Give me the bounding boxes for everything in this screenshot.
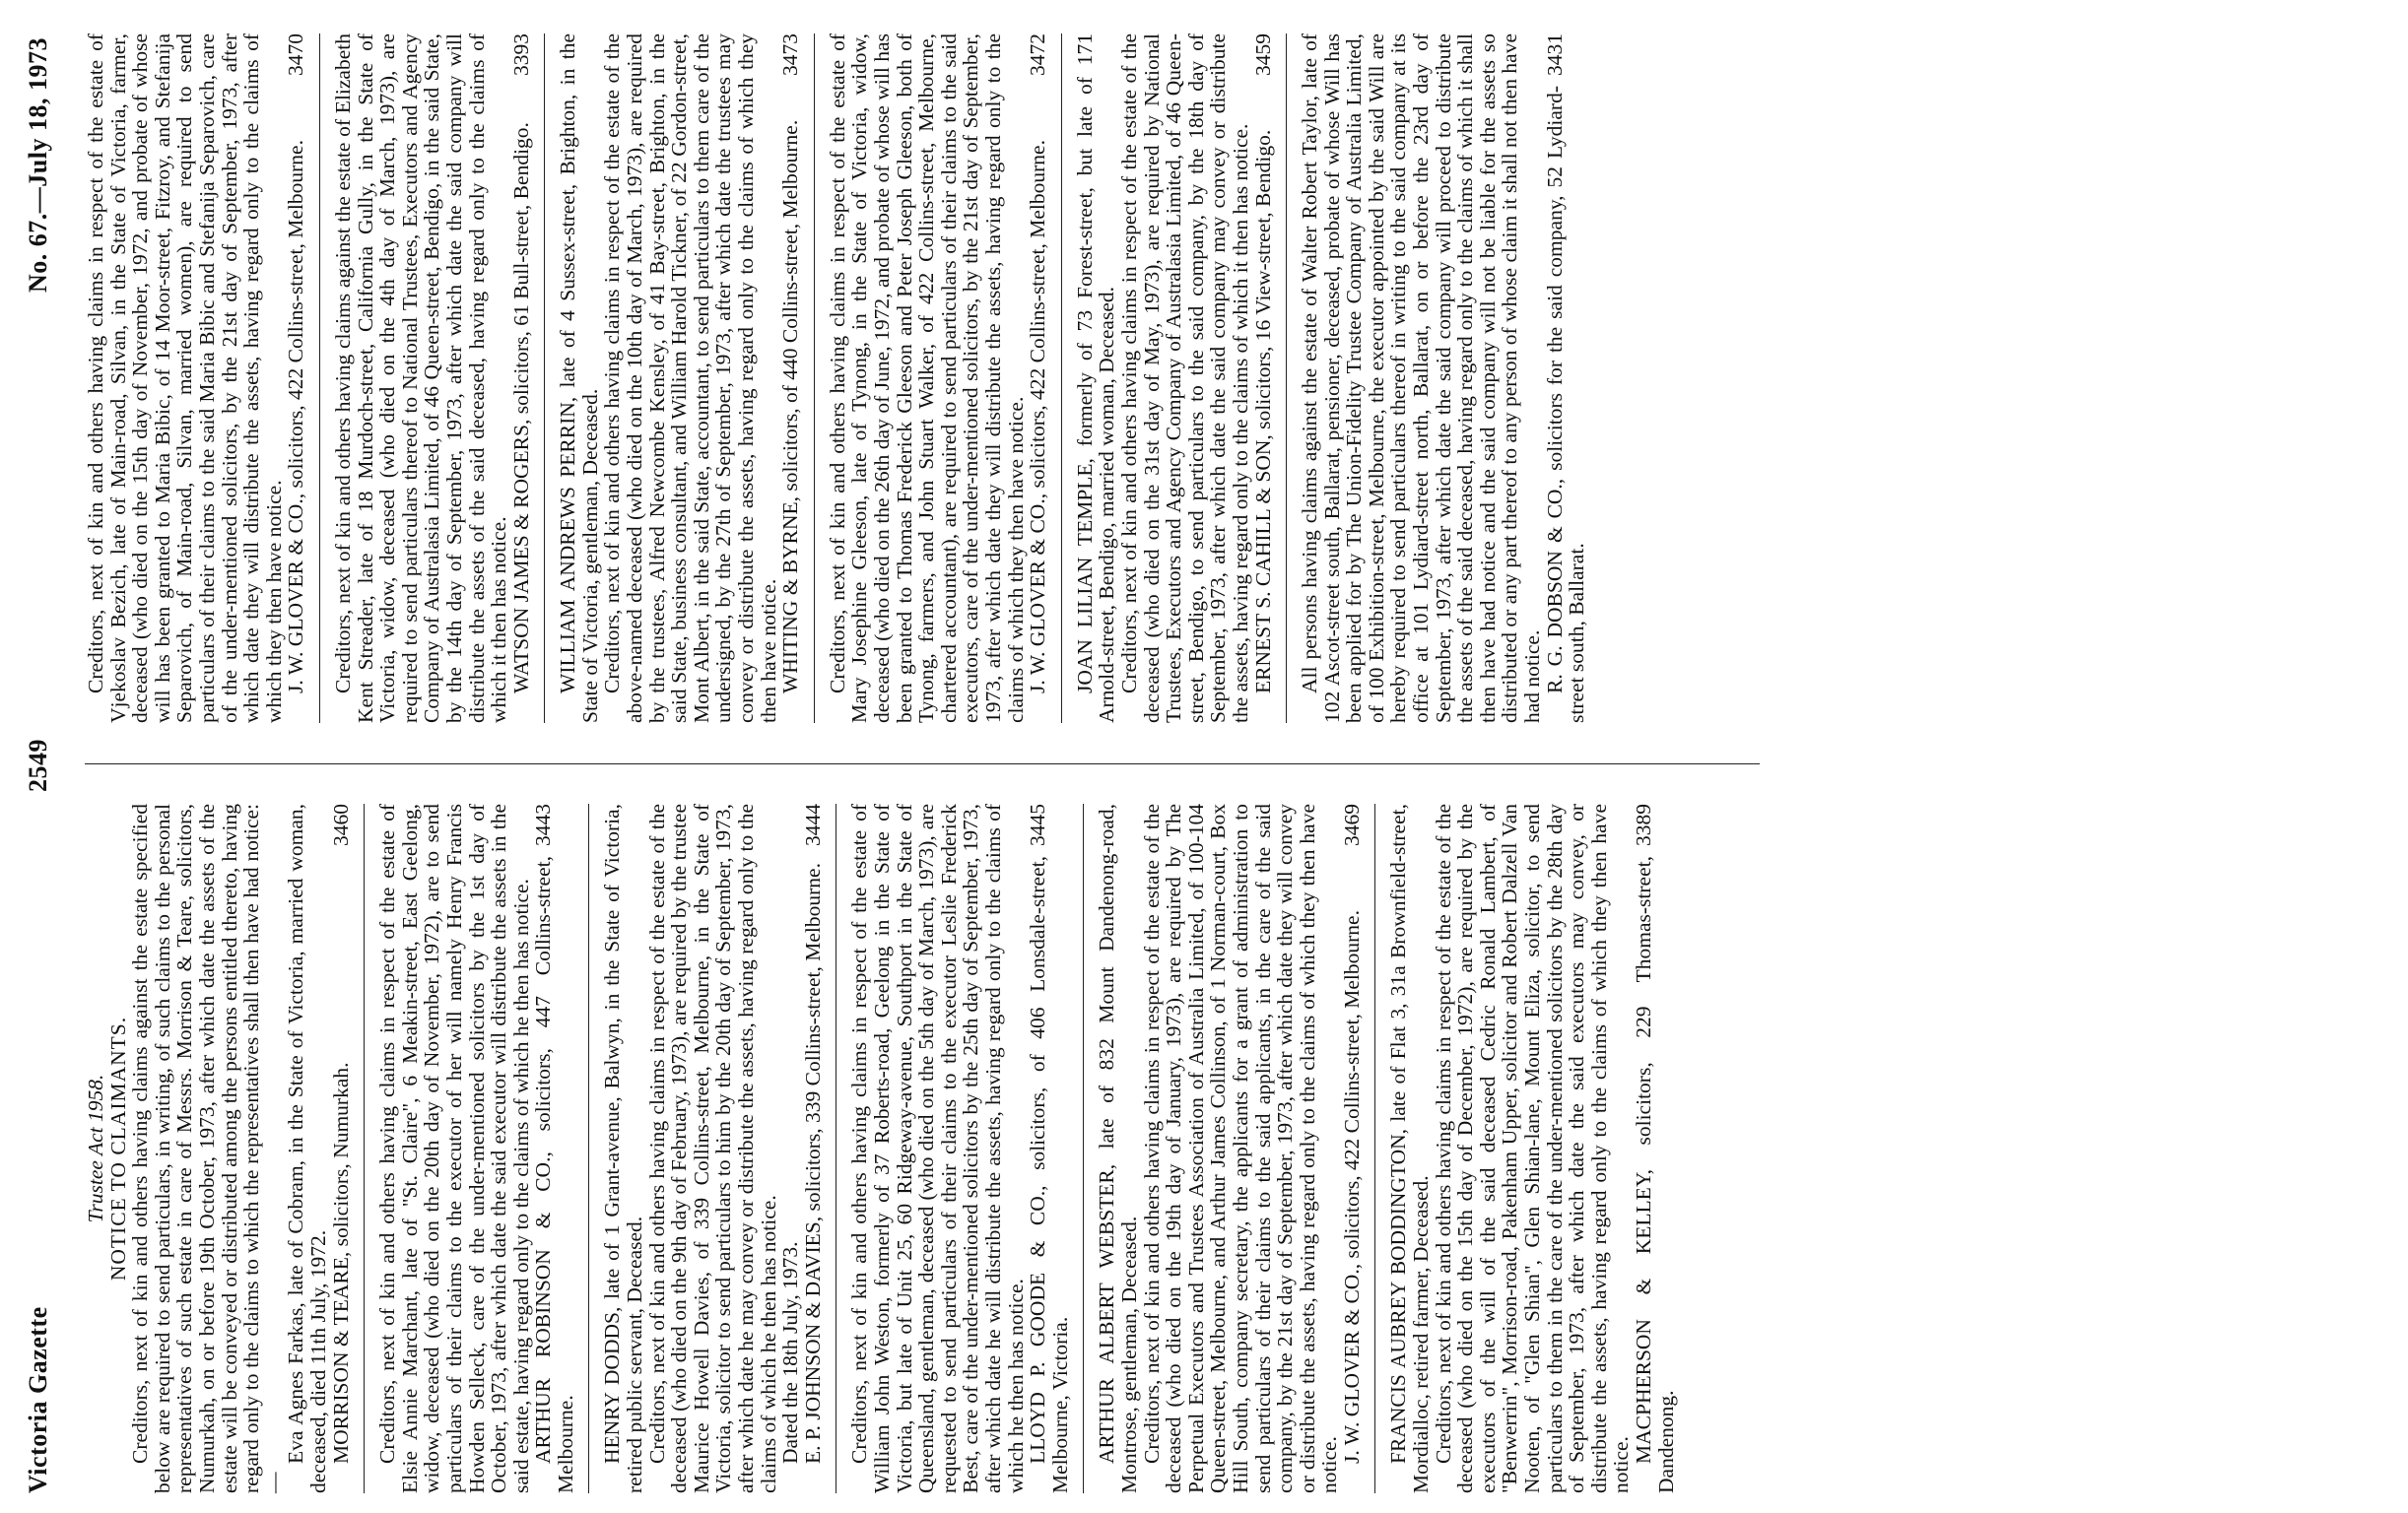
divider [1061, 33, 1062, 723]
estate-entry-text: Creditors, next of kin and others having claims in respect of the estate of Vjekoslav Bezich, late of Main-road, Silvan, in the State of Victoria, farmer, deceased (who died on the 15th day of November, 1972, and probate of whose will has been granted to Maria Bibic, of 14 Moor-street, Fitzroy, and Stefanija Separovich, of Main-road, Silvan, married women), are required to send particulars of their claims to the said Maria Bibic and Stefanija Separovich, care of the under-mentioned solicitors, by the 21st day of September, 1973, after which date they will distribute the assets, having regard only to the claims of which they then have notice. [84, 33, 286, 723]
estate-entry-text: Creditors, next of kin and others having claims in respect of the estate of Mary Josephine Gleeson, late of Tynong, in the State of Victoria, widow, deceased (who died on the 26th day of June, 1972, and probate of whose will has been granted to Thomas Frederick Gleeson and Peter Joseph Gleeson, both of Tynong, farmers, and John Stuart Walker, of 422 Collins-street, Melbourne, chartered accountant), are required to send particulars of their claims to the said executors, care of the under-mentioned solicitors, by the 21st day of September, 1973, after which date they will distribute the assets, having regard only to the claims of which they then have notice. [825, 33, 1028, 723]
estate-entry-text: Eva Agnes Farkas, late of Cobram, in the State of Victoria, married woman, deceased, died 11th July, 1972. [284, 804, 330, 1493]
solicitor-signature: 3393 WATSON JAMES & ROGERS, solicitors, 61 Bull-street, Bendigo. [508, 33, 533, 693]
divider [364, 804, 365, 1493]
estate-entry-text: All persons having claims against the estate of Walter Robert Taylor, late of 102 Ascot-street south, Ballarat, pensioner, deceased, probate of whose Will has been applied for by The Union-Fidelity Trustee Company of Australia Limited, of 100 Exhibition-street, Melbourne, the executor appointed by the said Will are hereby required to send particulars thereof in writing to the said company at its office at 101 Lydiard-street north, Ballarat, on or before the 23rd day of September, 1973, after which date the said company will proceed to distribute the assets of the said deceased, having regard only to the claims of which it shall then have had notice and the said company will not be liable for the assets so distributed or any part thereof to any person of whose claim it shall not then have had notice. [1298, 33, 1545, 723]
estate-heading: FRANCIS AUBREY BODDINGTON, late of Flat 3, 31a Brownfield-street, Mordialloc, retired farmer, Deceased. [1386, 804, 1434, 1493]
left-column [85, 804, 1689, 1493]
divider [319, 33, 320, 723]
notice-number: 3445 [1026, 804, 1050, 846]
notice-number: 3444 [800, 804, 825, 846]
solicitor-signature: 3445 LLOYD P. GOODE & CO., solicitors, of 406 Lonsdale-street, Melbourne, Victoria. [1026, 804, 1072, 1493]
estate-entry-text: Creditors, next of kin and others having claims in respect of the estate of Elsie Annie Marchant, late of "St. Claire", 6 Meakin-street, East Geelong, widow, deceased (who died on the 20th day of November, 1972), are to send particulars of their claims to the executor of her will namely Henry Francis Howden Selleck, care of the under-mentioned solicitors by the 1st day of October, 1973, after which date the said executor will distribute the assets in the said estate, having regard only to the claims of which he then has notice. [375, 804, 533, 1493]
notice-number: 3459 [1250, 33, 1275, 76]
notice-title: NOTICE TO CLAIMANTS. [105, 1016, 130, 1282]
estate-heading: JOAN LILIAN TEMPLE, formerly of 73 Forest-street, but late of 171 Arnold-street, Bendigo, married woman, Deceased. [1072, 33, 1119, 723]
divider [1083, 804, 1084, 1493]
solicitor-signature: 3469 J. W. GLOVER & CO., solicitors, 422 Collins-street, Melbourne. [1339, 804, 1364, 1464]
notice-number: 3469 [1339, 804, 1364, 846]
estate-entry-text: Creditors, next of kin and others having claims in respect of the estate of the deceased (who died on the 15th day of December, 1972), are required by the executors of the will of the said deceased Cedric Ronald Lambert, of "Benwerrin", Morrison-road, Pakenham Upper, solicitor and Robert Dalzell Van Nooten, of "Glen Shian", Glen Shian-lane, Mount Eliza, solicitor, to send particulars to them in the care of the under-mentioned solicitors by the 28th day of September, 1973, after which date the said executors may convey, or distribute the assets, having regard only to the claims of which they then have notice. [1431, 804, 1634, 1493]
solicitor-signature: 3431 R. G. DOBSON & CO., solicitors for the said company, 52 Lydiard-street south, Ballarat. [1542, 33, 1589, 723]
estate-heading: HENRY DODDS, late of 1 Grant-avenue, Balwyn, in the State of Victoria, retired public servant, Deceased. [600, 804, 647, 1493]
page-header [24, 37, 63, 1493]
notice-number: 3472 [1026, 33, 1050, 76]
dated-line: Dated the 18th July, 1973. [778, 1241, 803, 1464]
columns [84, 33, 2351, 1493]
notice-number: 3473 [778, 33, 803, 76]
solicitor-signature: 3472 J. W. GLOVER & CO., solicitors, 422 Collins-street, Melbourne. [1026, 33, 1050, 693]
estate-entry-text: Creditors, next of kin and others having claims in respect of the estate of the deceased (who died on the 9th day of February, 1973), are required by the trustee Maurice Howell Davies, of 339 Collins-street, Melbourne, in the State of Victoria, solicitor to send particulars to him by the 20th day of September, 1973, after which date he may convey or distribute the assets, having regard only to the claims of which he then has notice. [644, 804, 780, 1493]
notice-intro: Creditors, next of kin and others having claims against the estate specified below are required to send particulars, in writing, of such claims to the personal representatives of such estate in care of Messrs. Morrison & Teare, solicitors, Numurkah, on or before 19th October, 1973, after which date the assets of the estate will be conveyed or distributed among the persons entitled thereto, having regard only to the claims to which the representatives shall then have had notice:— [128, 804, 286, 1493]
estate-heading: ARTHUR ALBERT WEBSTER, late of 832 Mount Dandenong-road, Montrose, gentleman, Deceased. [1095, 804, 1141, 1493]
page-number: 2549 [24, 739, 52, 792]
notice-number: 3443 [531, 804, 556, 846]
solicitor-signature: 3444 E. P. JOHNSON & DAVIES, solicitors, 339 Collins-street, Melbourne. [800, 804, 825, 1464]
divider [588, 804, 589, 1493]
solicitor-signature: 3443 ARTHUR ROBINSON & CO., solicitors, 447 Collins-street, Melbourne. [531, 804, 577, 1493]
act-title: Trustee Act 1958. [84, 1074, 107, 1223]
notice-number: 3393 [508, 33, 533, 76]
solicitor-signature: 3470 J. W. GLOVER & CO., solicitors, 422 Collins-street, Melbourne. [284, 33, 308, 693]
estate-entry-text: Creditors, next of kin and others having claims in respect of the estate of the above-named deceased (who died on the 10th day of March, 1973), are required by the trustees, Alfred Newcombe Kensley, of 41 Bay-street, Brighton, in the said State, business consultant, and William Harold Tickner, of 22 Gordon-street, Mont Albert, in the said State, accountant, to send particulars to them care of the undersigned, by the 27th of September, 1973, after which date the trustees may convey or distribute the assets, having regard only to the claims of which they then have notice. [600, 33, 780, 723]
publication-title: Victoria Gazette [24, 1306, 52, 1493]
divider [1286, 33, 1287, 723]
right-column [85, 33, 1600, 723]
solicitor-signature: 3389 MACPHERSON & KELLEY, solicitors, 229 Thomas-street, Dandenong. [1632, 804, 1678, 1493]
notice-number: 3470 [284, 33, 308, 76]
estate-entry-text: Creditors, next of kin and others having claims in respect of the estate of the deceased (who died on the 31st day of May, 1973), are required by National Trustees, Executors and Agency Company of Australasia Limited, of 46 Queen-street, Bendigo, to send particulars to the said company, by the 18th day of September, 1973, after which date the said company may convey or distribute the assets, having regard only to the claims of which it then has notice. [1116, 33, 1252, 723]
estate-entry-text: Creditors, next of kin and others having claims in respect of the estate of William John Weston, formerly of 37 Roberts-road, Geelong in the State of Victoria, but late of Unit 25, 60 Ridgeway-avenue, Southport in the State of Queensland, gentleman, deceased (who died on the 5th day of March, 1973), are requested to send particulars of their claims to the executor Leslie Frederick Best, care of the under-mentioned solicitors by the 25th day of September, 1973, after which date he will distribute the assets, having regard only to the claims of which he then has notice. [847, 804, 1028, 1493]
estate-heading: WILLIAM ANDREWS PERRIN, late of 4 Sussex-street, Brighton, in the State of Victoria, gentleman, Deceased. [556, 33, 602, 723]
notice-number: 3460 [328, 804, 353, 846]
divider [544, 33, 545, 723]
notice-number: 3389 [1632, 804, 1655, 846]
estate-entry-text: Creditors, next of kin and others having claims against the estate of Elizabeth Kent Streader, late of 18 Murdoch-street, California Gully, in the State of Victoria, widow, deceased (who died on the 4th day of March, 1973), are required to send particulars thereof to National Trustees, Executors and Agency Company of Australasia Limited, of 46 Queen-street, Bendigo, in the said State, by the 14th day of September, 1973, after which date the said company will distribute the assets of the said deceased, having regard only to the claims of which it then has notice. [330, 33, 511, 723]
estate-entry-text: Creditors, next of kin and others having claims in respect of the estate of the deceased (who died on the 19th day of January, 1973), are required by The Perpetual Executors and Trustees Association of Australia Limited, of 100-104 Queen-street, Melbourne, and Arthur James Collinson, of 1 Norman-court, Box Hill South, company secretary, the applicants for a grant of administration to send particulars of their claims to the said applicants, in the care of the said company, by the 21st day of September, 1973, after which date they will convey or distribute the assets, having regard only to the claims of which they then have notice. [1139, 804, 1342, 1493]
divider [1374, 804, 1375, 1493]
solicitor-signature: 3459 ERNEST S. CAHILL & SON, solicitors, 16 View-street, Bendigo. [1250, 33, 1275, 693]
solicitor-signature: 3460 MORRISON & TEARE, solicitors, Numurkah. [328, 804, 353, 1464]
issue-date: No. 67.—July 18, 1973 [24, 37, 52, 293]
notice-number: 3431 [1542, 33, 1567, 76]
solicitor-signature: 3473 WHITING & BYRNE, solicitors, of 440 Collins-street, Melbourne. [778, 33, 803, 693]
divider [814, 33, 815, 723]
